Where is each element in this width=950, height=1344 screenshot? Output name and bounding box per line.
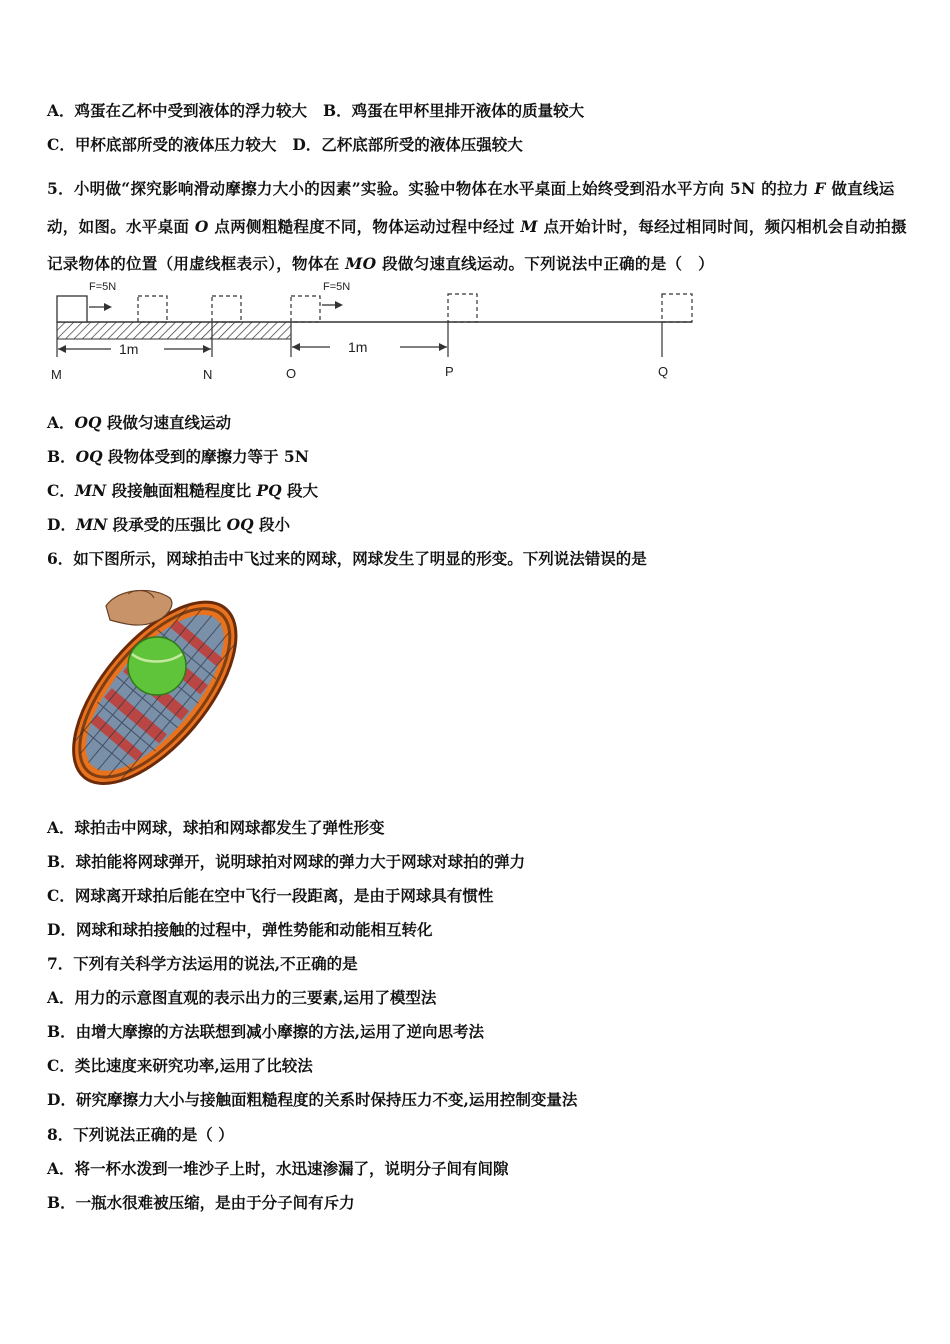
q6-option-a: A．球拍击中网球，球拍和网球都发生了弹性形变 bbox=[47, 818, 385, 837]
q6-stem: 6．如下图所示，网球拍击中飞过来的网球，网球发生了明显的形变。下列说法错误的是 bbox=[47, 549, 647, 568]
dimension-arrowhead bbox=[439, 343, 447, 351]
force-label-2: F=5N bbox=[323, 281, 351, 293]
force-arrowhead-2 bbox=[335, 301, 343, 309]
tennis-racket-image bbox=[58, 584, 263, 794]
point-label-O: O bbox=[286, 366, 297, 381]
q6-option-d: D．网球和球拍接触的过程中，弹性势能和动能相互转化 bbox=[47, 920, 433, 939]
q5-option-a: A．OQ 段做匀速直线运动 bbox=[47, 413, 231, 432]
q4-option-a: A．鸡蛋在乙杯中受到液体的浮力较大 bbox=[47, 101, 308, 120]
q4-option-row-1 bbox=[47, 101, 584, 121]
dimension-arrowhead bbox=[203, 345, 211, 353]
q8-stem: 8．下列说法正确的是（ ） bbox=[47, 1125, 234, 1144]
block-dashed bbox=[448, 294, 477, 322]
q6-option-b: B．球拍能将网球弹开，说明球拍对网球的弹力大于网球对球拍的弹力 bbox=[47, 852, 526, 871]
q7-option-a: A．用力的示意图直观的表示出力的三要素,运用了模型法 bbox=[47, 988, 437, 1007]
dimension-arrowhead bbox=[58, 345, 66, 353]
distance-label-1: 1m bbox=[119, 341, 139, 357]
point-label-M: M bbox=[51, 367, 62, 382]
q7-option-c: C．类比速度来研究功率,运用了比较法 bbox=[47, 1056, 313, 1075]
point-label-Q: Q bbox=[658, 364, 669, 379]
q5-stem: 5．小明做“探究影响滑动摩擦力大小的因素”实验。实验中物体在水平桌面上始终受到沿水平方向 5N 的拉力 F 做直线运动，如图。水平桌面 O 点两侧粗糙程度不同，物体运动过程中经过 M 点开始计时，每经过相同时间，频闪相机会自动拍摄记录物体的位置（用虚线框表示），物体在 MO 段做匀速直线运动。下列说法中正确的是（ ） bbox=[47, 179, 907, 273]
q5-option-d: D．MN 段承受的压强比 OQ 段小 bbox=[47, 515, 290, 534]
block-dashed bbox=[291, 296, 320, 322]
q8-option-b: B．一瓶水很难被压缩，是由于分子间有斥力 bbox=[47, 1193, 355, 1212]
q5-option-c: C．MN 段接触面粗糙程度比 PQ 段大 bbox=[47, 481, 319, 500]
rough-surface bbox=[57, 322, 291, 339]
q4-option-b: B．鸡蛋在甲杯里排开液体的质量较大 bbox=[323, 101, 585, 120]
q5-friction-figure bbox=[44, 275, 704, 387]
q7-option-b: B．由增大摩擦的方法联想到减小摩擦的方法,运用了逆向思考法 bbox=[47, 1022, 484, 1041]
q4-option-d: D．乙杯底部所受的液体压强较大 bbox=[292, 135, 523, 154]
force-label-1: F=5N bbox=[89, 281, 117, 293]
dimension-arrowhead bbox=[292, 343, 300, 351]
block-solid bbox=[57, 296, 87, 322]
block-dashed bbox=[212, 296, 241, 322]
point-label-P: P bbox=[445, 364, 454, 379]
q7-stem: 7．下列有关科学方法运用的说法,不正确的是 bbox=[47, 954, 358, 973]
q6-option-c: C．网球离开球拍后能在空中飞行一段距离，是由于网球具有惯性 bbox=[47, 886, 494, 905]
point-label-N: N bbox=[203, 367, 213, 382]
force-arrowhead-1 bbox=[104, 303, 112, 311]
q8-option-a: A．将一杯水泼到一堆沙子上时，水迅速渗漏了，说明分子间有间隙 bbox=[47, 1159, 509, 1178]
q7-option-d: D．研究摩擦力大小与接触面粗糙程度的关系时保持压力不变,运用控制变量法 bbox=[47, 1090, 578, 1109]
tennis-ball bbox=[128, 637, 186, 695]
q4-option-c: C．甲杯底部所受的液体压力较大 bbox=[47, 135, 277, 154]
block-dashed bbox=[662, 294, 692, 322]
block-dashed bbox=[138, 296, 167, 322]
q4-option-row-2 bbox=[47, 135, 523, 155]
q5-option-b: B．OQ 段物体受到的摩擦力等于 5N bbox=[47, 447, 309, 466]
distance-label-2: 1m bbox=[348, 339, 368, 355]
